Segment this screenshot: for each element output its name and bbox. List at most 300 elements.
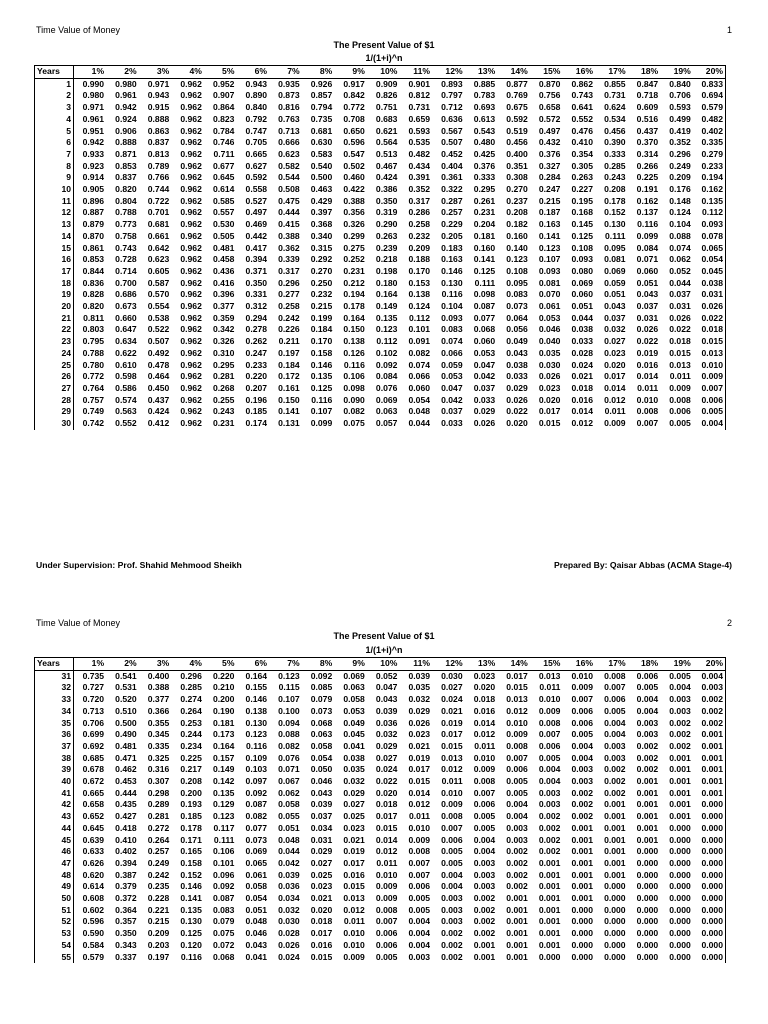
pv-factor-cell: 0.012 [343, 904, 365, 915]
pv-factor-cell: 0.296 [278, 277, 300, 288]
pv-factor-cell: 0.006 [473, 799, 496, 810]
pv-factor-cell: 0.018 [693, 324, 726, 336]
pv-factor-cell: 0.425 [473, 148, 496, 159]
pv-factor-cell: 0.270 [310, 265, 333, 276]
pv-factor-cell: 0.010 [571, 670, 593, 681]
pv-factor-cell: 0.006 [408, 881, 431, 892]
pv-factor-cell: 0.002 [506, 869, 528, 880]
pv-factor-cell: 0.002 [441, 951, 463, 962]
pv-factor-cell: 0.076 [278, 752, 300, 763]
year-cell: 12 [35, 207, 74, 219]
pv-factor-cell: 0.437 [636, 125, 659, 136]
pv-factor-cell: 0.001 [538, 893, 561, 904]
pv-factor-cell: 0.666 [278, 137, 300, 148]
pv-factor-cell: 0.001 [538, 916, 561, 927]
pv-factor-cell: 0.135 [180, 904, 202, 915]
pv-factor-cell: 0.268 [212, 382, 235, 393]
pv-factor-cell: 0.010 [408, 822, 431, 833]
pv-factor-cell: 0.416 [212, 277, 235, 288]
pv-factor-cell: 0.249 [669, 160, 691, 171]
pv-factor-cell: 0.345 [147, 729, 170, 740]
pv-factor-cell: 0.961 [82, 113, 105, 124]
pv-factor-cell: 0.820 [115, 184, 137, 195]
pv-factor-cell: 0.032 [343, 776, 365, 787]
column-header-rate: 1% [91, 66, 105, 76]
table-row [35, 799, 726, 811]
pv-factor-cell: 0.162 [693, 184, 726, 196]
pv-factor-cell: 0.003 [408, 951, 431, 962]
pv-factor-cell: 0.033 [441, 418, 463, 429]
pv-factor-cell: 0.017 [343, 857, 365, 868]
pv-factor-cell: 0.047 [441, 382, 463, 393]
pv-factor-cell: 0.727 [82, 682, 105, 693]
pv-factor-cell: 0.033 [571, 336, 593, 347]
year-cell: 34 [35, 706, 74, 718]
table-row [35, 137, 726, 149]
pv-factor-cell: 0.018 [571, 382, 593, 393]
column-header-rate: 7% [287, 66, 300, 76]
pv-factor-cell: 0.001 [473, 951, 496, 962]
pv-factor-cell: 0.022 [375, 776, 398, 787]
pv-factor-cell: 0.482 [408, 148, 431, 159]
pv-factor-cell: 0.286 [408, 207, 431, 218]
year-cell: 45 [35, 835, 74, 847]
year-cell: 54 [35, 940, 74, 952]
pv-factor-cell: 0.962 [180, 347, 202, 358]
pv-factor-cell: 0.887 [82, 207, 105, 218]
year-cell: 29 [35, 406, 74, 418]
pv-factor-cell: 0.744 [147, 184, 170, 195]
pv-factor-cell: 0.645 [212, 172, 235, 183]
pv-factor-cell: 0.101 [212, 857, 235, 868]
year-cell: 7 [35, 149, 74, 161]
pv-factor-cell: 0.693 [473, 102, 496, 113]
pv-factor-cell: 0.686 [115, 289, 137, 300]
year-cell: 10 [35, 184, 74, 196]
pv-factor-cell: 0.017 [604, 371, 626, 382]
pv-factor-cell: 0.001 [506, 916, 528, 927]
year-cell: 26 [35, 371, 74, 383]
pv-factor-cell: 0.005 [441, 846, 463, 857]
pv-factor-cell: 0.007 [473, 787, 496, 798]
pv-factor-cell: 0.028 [571, 347, 593, 358]
pv-factor-cell: 0.520 [115, 694, 137, 705]
pv-factor-cell: 0.004 [408, 928, 431, 939]
pv-factor-cell: 0.023 [604, 347, 626, 358]
pv-factor-cell: 0.764 [82, 382, 105, 393]
pv-factor-cell: 0.150 [343, 324, 365, 335]
pv-factor-cell: 0.225 [180, 752, 202, 763]
year-cell: 48 [35, 870, 74, 882]
pv-factor-cell: 0.008 [669, 394, 691, 405]
pv-factor-cell: 0.011 [376, 857, 398, 868]
pv-factor-cell: 0.235 [147, 881, 170, 892]
pv-factor-cell: 0.593 [669, 102, 691, 113]
pv-factor-cell: 0.007 [375, 916, 398, 927]
pv-factor-cell: 0.343 [115, 939, 137, 950]
pv-factor-cell: 0.004 [604, 717, 626, 728]
pv-factor-cell: 0.746 [212, 137, 235, 148]
pv-factor-cell: 0.058 [343, 694, 365, 705]
pv-factor-cell: 0.731 [408, 102, 431, 113]
pv-factor-cell: 0.262 [245, 336, 268, 347]
pv-factor-cell: 0.000 [636, 916, 659, 927]
pv-factor-cell: 0.130 [441, 277, 463, 288]
table-row [35, 764, 726, 776]
pv-factor-cell: 0.093 [538, 265, 561, 276]
pv-factor-cell: 0.016 [343, 869, 365, 880]
table-row [35, 149, 726, 161]
pv-factor-cell: 0.104 [669, 219, 691, 230]
table-row [35, 383, 726, 395]
pv-factor-cell: 0.001 [669, 764, 691, 775]
pv-factor-cell: 0.490 [115, 729, 137, 740]
pv-factor-cell: 0.596 [343, 137, 365, 148]
pv-factor-cell: 0.014 [375, 834, 398, 845]
pv-factor-cell: 0.962 [180, 207, 202, 218]
pv-factor-cell: 0.053 [538, 312, 561, 323]
pv-factor-cell: 0.296 [669, 148, 691, 159]
pv-factor-cell: 0.264 [180, 705, 202, 716]
pv-factor-cell: 0.004 [473, 834, 496, 845]
pv-factor-cell: 0.000 [693, 858, 726, 870]
pv-factor-cell: 0.020 [473, 682, 496, 693]
table-row [35, 324, 726, 336]
pv-factor-cell: 0.510 [115, 705, 137, 716]
pv-factor-cell: 0.074 [669, 242, 691, 253]
pv-factor-cell: 0.002 [441, 939, 463, 950]
pv-factor-cell: 0.187 [538, 207, 561, 218]
pv-factor-cell: 0.870 [538, 78, 561, 89]
pv-factor-cell: 0.000 [636, 857, 659, 868]
pv-factor-cell: 0.281 [212, 371, 235, 382]
pv-factor-cell: 0.000 [571, 928, 593, 939]
pv-factor-cell: 0.285 [604, 160, 626, 171]
pv-factor-cell: 0.017 [408, 764, 431, 775]
pv-factor-cell: 0.028 [278, 928, 300, 939]
pv-factor-cell: 0.602 [82, 904, 105, 915]
pv-factor-cell: 0.327 [538, 160, 561, 171]
pv-factor-cell: 0.069 [604, 265, 626, 276]
pv-factor-cell: 0.000 [669, 822, 691, 833]
pv-factor-cell: 0.066 [441, 347, 463, 358]
pv-factor-cell: 0.042 [441, 394, 463, 405]
pv-factor-cell: 0.002 [693, 718, 726, 730]
pv-factor-cell: 0.000 [693, 893, 726, 905]
pv-factor-cell: 0.452 [441, 148, 463, 159]
pv-factor-cell: 0.135 [310, 371, 333, 382]
year-cell: 52 [35, 916, 74, 928]
pv-factor-cell: 0.033 [506, 371, 528, 382]
year-cell: 55 [35, 952, 74, 964]
pv-factor-cell: 0.124 [408, 301, 431, 312]
pv-factor-cell: 0.722 [147, 195, 170, 206]
pv-factor-cell: 0.209 [408, 242, 431, 253]
pv-factor-cell: 0.009 [375, 893, 398, 904]
pv-factor-cell: 0.001 [571, 846, 593, 857]
pv-factor-cell: 0.436 [212, 265, 235, 276]
pv-factor-cell: 0.123 [375, 324, 398, 335]
table-row [35, 196, 726, 208]
pv-factor-cell: 0.065 [245, 857, 268, 868]
year-cell: 18 [35, 278, 74, 290]
pv-factor-cell: 0.962 [180, 394, 202, 405]
pv-factor-cell: 0.029 [506, 382, 528, 393]
pv-factor-cell: 0.624 [604, 102, 626, 113]
pv-factor-cell: 0.043 [245, 939, 268, 950]
pv-factor-cell: 0.896 [82, 195, 105, 206]
pv-factor-cell: 0.015 [693, 336, 726, 348]
pv-factor-cell: 0.027 [343, 799, 365, 810]
pv-factor-cell: 0.039 [408, 670, 431, 681]
pv-factor-cell: 0.003 [473, 881, 496, 892]
pv-factor-cell: 0.035 [343, 764, 365, 775]
pv-factor-cell: 0.513 [375, 148, 398, 159]
pv-factor-cell: 0.084 [636, 242, 659, 253]
year-cell: 16 [35, 254, 74, 266]
pv-factor-cell: 0.005 [506, 787, 528, 798]
pv-factor-cell: 0.020 [506, 418, 528, 429]
pv-factor-cell: 0.047 [375, 682, 398, 693]
pv-factor-cell: 0.444 [278, 207, 300, 218]
pv-factor-cell: 0.620 [82, 869, 105, 880]
pv-factor-cell: 0.060 [571, 289, 593, 300]
table-row [35, 161, 726, 173]
pv-factor-cell: 0.000 [693, 835, 726, 847]
pv-factor-cell: 0.622 [115, 347, 137, 358]
column-header-rate: 16% [575, 66, 593, 76]
table-row [35, 741, 726, 753]
pv-factor-cell: 0.772 [343, 102, 365, 113]
pv-factor-cell: 0.584 [82, 939, 105, 950]
pv-factor-cell: 0.135 [375, 312, 398, 323]
pv-factor-cell: 0.005 [408, 893, 431, 904]
pv-factor-cell: 0.215 [147, 916, 170, 927]
pv-factor-cell: 0.074 [408, 359, 431, 370]
pv-factor-cell: 0.017 [375, 811, 398, 822]
pv-factor-cell: 0.552 [571, 113, 593, 124]
pv-factor-cell: 0.943 [245, 78, 268, 89]
pv-factor-cell: 0.181 [473, 230, 496, 241]
pv-factor-cell: 0.239 [375, 242, 398, 253]
pv-factor-cell: 0.497 [538, 125, 561, 136]
pv-factor-cell: 0.370 [636, 137, 659, 148]
pv-factor-cell: 0.233 [693, 161, 726, 173]
table-row [35, 928, 726, 940]
pv-factor-cell: 0.962 [180, 289, 202, 300]
pv-factor-cell: 0.372 [115, 893, 137, 904]
pv-factor-cell: 0.857 [310, 90, 333, 101]
pv-factor-cell: 0.067 [278, 776, 300, 787]
pv-factor-cell: 0.003 [506, 822, 528, 833]
pv-factor-cell: 0.243 [212, 406, 235, 417]
year-cell: 21 [35, 313, 74, 325]
pv-factor-cell: 0.962 [180, 230, 202, 241]
pv-factor-cell: 0.342 [212, 324, 235, 335]
pv-factor-cell: 0.516 [636, 113, 659, 124]
pv-factor-cell: 0.009 [506, 729, 528, 740]
table-row [35, 776, 726, 788]
pv-factor-cell: 0.010 [343, 928, 365, 939]
pv-factor-cell: 0.117 [213, 822, 235, 833]
pv-factor-cell: 0.197 [147, 951, 170, 962]
pv-factor-cell: 0.030 [278, 916, 300, 927]
year-cell: 28 [35, 395, 74, 407]
pv-factor-cell: 0.480 [473, 137, 496, 148]
pv-factor-cell: 0.531 [115, 682, 137, 693]
column-header-rate: 5% [222, 658, 235, 668]
pv-factor-cell: 0.112 [376, 336, 398, 347]
pv-factor-cell: 0.971 [82, 102, 105, 113]
pv-factor-cell: 0.962 [180, 113, 202, 124]
pv-factor-cell: 0.176 [669, 184, 691, 195]
pv-factor-cell: 0.014 [604, 382, 626, 393]
pv-factor-cell: 0.415 [278, 219, 300, 230]
pv-factor-cell: 0.211 [278, 336, 300, 347]
pv-factor-cell: 0.263 [571, 172, 593, 183]
pv-factor-cell: 0.861 [82, 242, 105, 253]
pv-factor-cell: 0.008 [408, 846, 431, 857]
pv-factor-cell: 0.002 [441, 928, 463, 939]
pv-factor-cell: 0.000 [571, 916, 593, 927]
pv-factor-cell: 0.308 [506, 172, 528, 183]
pv-factor-cell: 0.003 [669, 705, 691, 716]
pv-factor-cell: 0.007 [506, 752, 528, 763]
pv-factor-cell: 0.366 [147, 705, 170, 716]
pv-factor-cell: 0.502 [343, 160, 365, 171]
pv-factor-cell: 0.962 [180, 102, 202, 113]
pv-factor-cell: 0.339 [278, 254, 300, 265]
pv-factor-cell: 0.862 [571, 78, 593, 89]
pv-factor-cell: 0.130 [604, 219, 626, 230]
pv-factor-cell: 0.279 [693, 149, 726, 161]
pv-factor-cell: 0.828 [82, 289, 105, 300]
pv-factor-cell: 0.077 [245, 822, 268, 833]
pv-factor-cell: 0.000 [636, 846, 659, 857]
pv-factor-cell: 0.163 [441, 254, 463, 265]
pv-factor-cell: 0.210 [212, 682, 235, 693]
year-cell: 47 [35, 858, 74, 870]
column-header-rate: 11% [413, 658, 431, 668]
pv-factor-cell: 0.124 [669, 207, 691, 218]
pv-factor-cell: 0.044 [571, 312, 593, 323]
pv-factor-cell: 0.002 [538, 834, 561, 845]
pv-factor-cell: 0.037 [636, 301, 659, 312]
table-row [35, 729, 726, 741]
pv-factor-cell: 0.001 [604, 846, 626, 857]
pv-factor-cell: 0.962 [180, 406, 202, 417]
pv-factor-cell: 0.633 [82, 846, 105, 857]
pv-factor-cell: 0.232 [408, 230, 431, 241]
table-row [35, 893, 726, 905]
pv-factor-cell: 0.659 [408, 113, 431, 124]
pv-factor-cell: 0.097 [245, 776, 268, 787]
year-cell: 19 [35, 289, 74, 301]
pv-factor-cell: 0.003 [604, 740, 626, 751]
pv-factor-cell: 0.001 [604, 857, 626, 868]
pv-factor-cell: 0.008 [441, 811, 463, 822]
pv-factor-cell: 0.007 [693, 383, 726, 395]
pv-factor-cell: 0.087 [212, 893, 235, 904]
pv-factor-cell: 0.038 [693, 278, 726, 290]
pv-factor-cell: 0.340 [310, 230, 333, 241]
pv-factor-cell: 0.152 [180, 869, 202, 880]
pv-factor-cell: 0.002 [693, 694, 726, 706]
pv-factor-cell: 0.203 [147, 939, 170, 950]
pv-factor-cell: 0.012 [473, 729, 496, 740]
pv-factor-cell: 0.295 [212, 359, 235, 370]
pv-factor-cell: 0.000 [693, 940, 726, 952]
pv-factor-cell: 0.054 [310, 752, 333, 763]
pv-factor-cell: 0.021 [571, 371, 593, 382]
pv-factor-cell: 0.870 [82, 230, 105, 241]
pv-factor-cell: 0.001 [636, 799, 659, 810]
table-row [35, 682, 726, 694]
pv-factor-cell: 0.613 [473, 113, 496, 124]
pv-factor-cell: 0.209 [669, 172, 691, 183]
pv-factor-cell: 0.026 [693, 301, 726, 313]
pv-factor-cell: 0.462 [115, 764, 137, 775]
pv-factor-cell: 0.161 [278, 382, 300, 393]
table-row [35, 371, 726, 383]
pv-factor-cell: 0.481 [115, 740, 137, 751]
pv-factor-cell: 0.907 [212, 90, 235, 101]
pv-factor-cell: 0.125 [180, 928, 202, 939]
pv-factor-cell: 0.003 [604, 752, 626, 763]
pv-factor-cell: 0.772 [82, 371, 105, 382]
pv-factor-cell: 0.051 [636, 277, 659, 288]
pv-factor-cell: 0.505 [212, 230, 235, 241]
pv-factor-cell: 0.001 [669, 752, 691, 763]
pv-factor-cell: 0.088 [278, 729, 300, 740]
pv-factor-cell: 0.951 [82, 125, 105, 136]
pv-factor-cell: 0.004 [538, 776, 561, 787]
table-row [35, 418, 726, 430]
pv-factor-cell: 0.962 [180, 265, 202, 276]
pv-factor-cell: 0.402 [693, 126, 726, 138]
pv-factor-cell: 0.042 [278, 857, 300, 868]
pv-factor-cell: 0.011 [637, 382, 659, 393]
pv-factor-cell: 0.011 [343, 916, 365, 927]
pv-factor-cell: 0.076 [375, 382, 398, 393]
pv-factor-cell: 0.111 [213, 834, 235, 845]
pv-factor-cell: 0.010 [375, 869, 398, 880]
pv-factor-cell: 0.051 [571, 301, 593, 312]
pv-factor-cell: 0.665 [245, 148, 268, 159]
pv-factor-cell: 0.009 [408, 834, 431, 845]
pv-factor-cell: 0.811 [83, 312, 105, 323]
pv-factor-cell: 0.046 [310, 776, 333, 787]
pv-factor-cell: 0.198 [375, 265, 398, 276]
pv-factor-cell: 0.022 [636, 336, 659, 347]
pv-factor-cell: 0.652 [82, 811, 105, 822]
pv-factor-cell: 0.000 [693, 811, 726, 823]
pv-factor-cell: 0.006 [571, 717, 593, 728]
pv-factor-cell: 0.109 [245, 752, 268, 763]
pv-factor-cell: 0.049 [343, 717, 365, 728]
pv-factor-cell: 0.148 [669, 195, 691, 206]
pv-factor-cell: 0.605 [147, 265, 170, 276]
pv-factor-cell: 0.333 [604, 148, 626, 159]
column-header-rate: 20% [693, 66, 726, 79]
table-row [35, 940, 726, 952]
pv-factor-cell: 0.001 [506, 951, 528, 962]
pv-factor-cell: 0.018 [375, 799, 398, 810]
pv-factor-cell: 0.037 [310, 811, 333, 822]
pv-factor-cell: 0.146 [441, 265, 463, 276]
pv-factor-cell: 0.024 [278, 951, 300, 962]
pv-factor-cell: 0.008 [636, 406, 659, 417]
